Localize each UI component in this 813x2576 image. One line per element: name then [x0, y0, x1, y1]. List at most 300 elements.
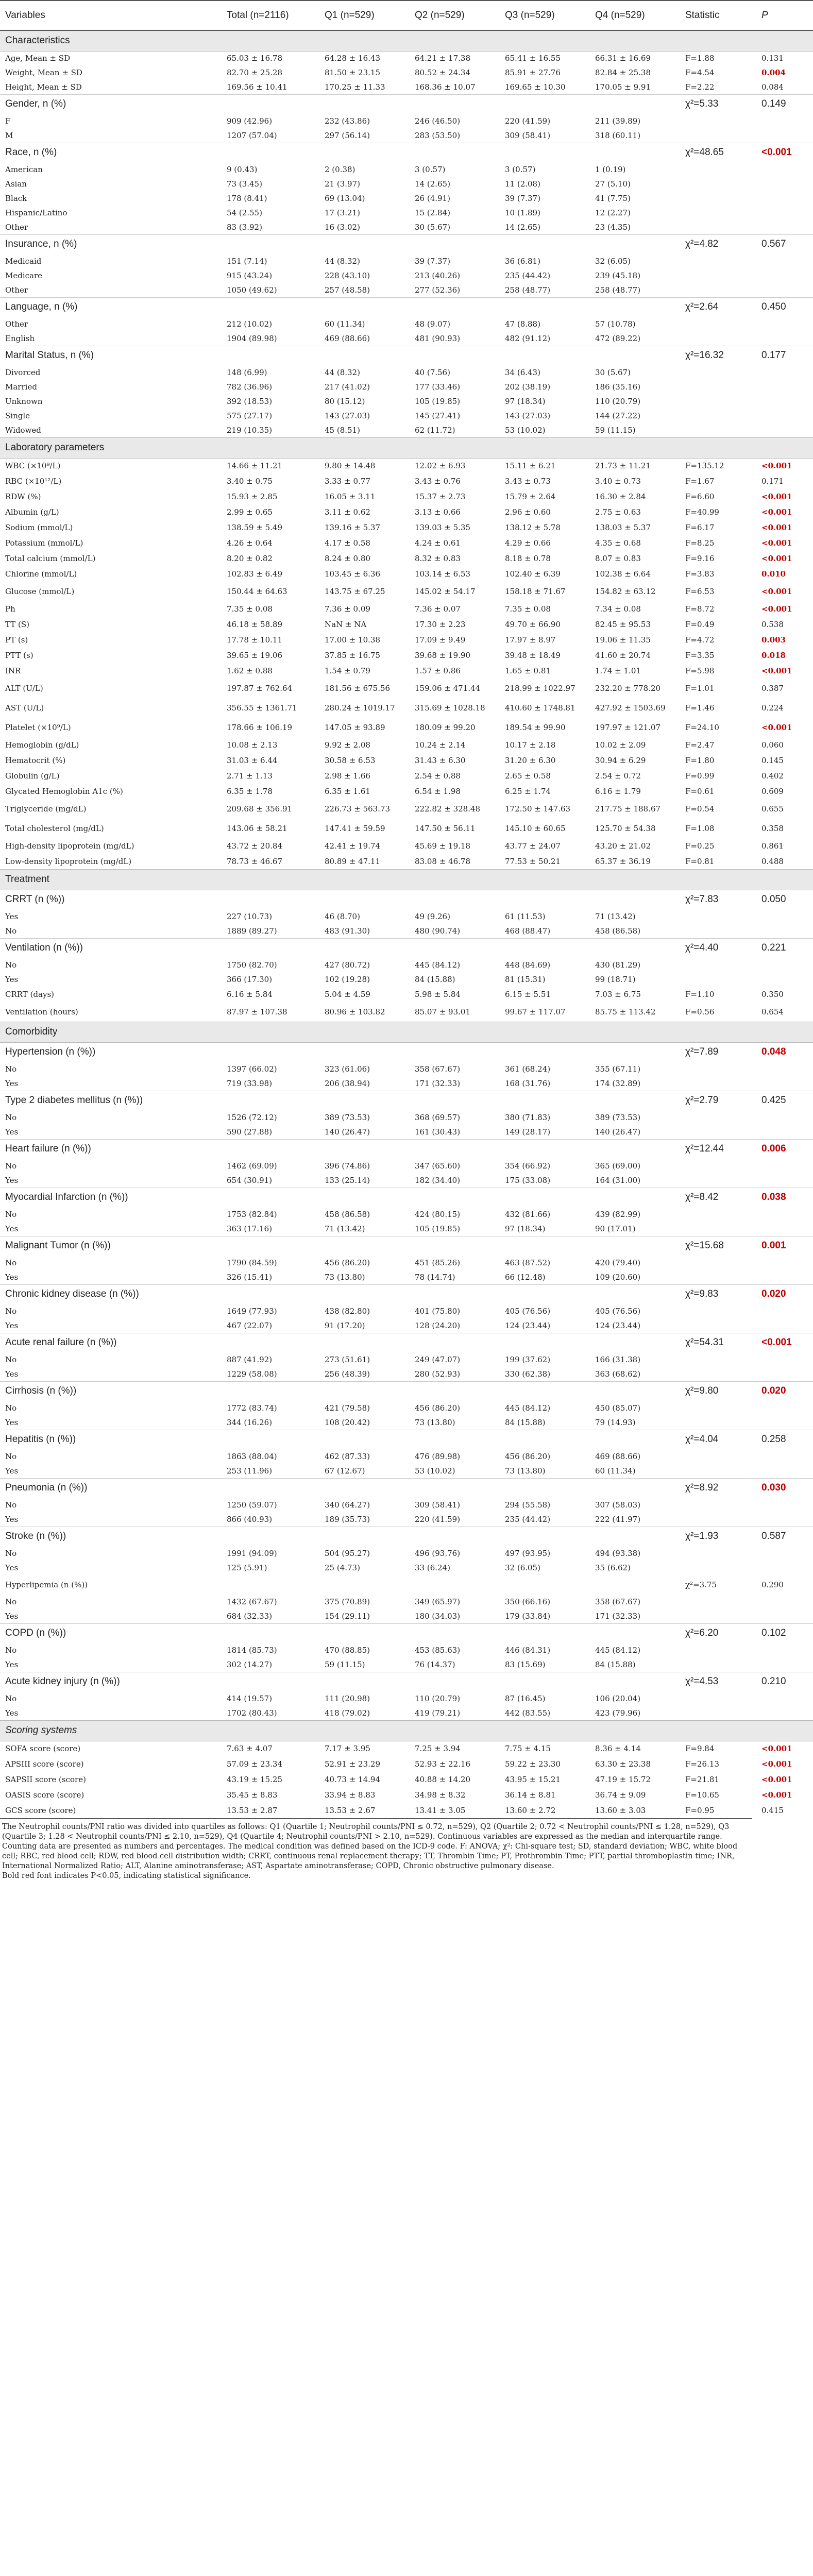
q4-cell: 1.74 ± 1.01	[595, 666, 641, 675]
q4-cell: 355 (67.11)	[595, 1064, 641, 1074]
q2-cell: 110 (20.79)	[415, 1694, 461, 1703]
variable-label: Yes	[5, 1224, 19, 1233]
table-row	[0, 80, 813, 94]
p-value-cell: <0.001	[761, 604, 792, 614]
q2-cell: 220 (41.59)	[415, 1514, 461, 1524]
q1-cell: 147.41 ± 59.59	[325, 824, 385, 833]
header-variables: Variables	[0, 1, 222, 30]
q4-cell: 30 (5.67)	[595, 368, 631, 377]
q4-cell: 154.82 ± 63.12	[595, 587, 656, 596]
p-value-cell: 0.149	[756, 94, 813, 114]
variable-label: Yes	[5, 1369, 19, 1379]
group-row	[0, 1430, 813, 1449]
q4-cell: 420 (79.40)	[595, 1258, 641, 1267]
variable-label: CRRT (days)	[5, 990, 54, 999]
statistic-cell: F=5.98	[685, 666, 715, 675]
p-value-cell	[756, 268, 813, 283]
total-cell: 3.40 ± 0.75	[227, 477, 273, 486]
total-cell: 1753 (82.84)	[227, 1210, 277, 1219]
total-cell: 1.62 ± 0.88	[227, 666, 273, 675]
section-label: Laboratory parameters	[0, 437, 813, 458]
q1-cell: 3.11 ± 0.62	[325, 507, 370, 517]
q2-cell: 45.69 ± 19.18	[415, 841, 470, 851]
footnotes	[0, 1818, 752, 1881]
q1-cell: 40.73 ± 14.94	[325, 1775, 380, 1784]
variable-label: No	[5, 1549, 17, 1558]
q1-cell: 111 (20.98)	[325, 1694, 370, 1703]
q1-cell: 103.45 ± 6.36	[325, 569, 380, 579]
q3-cell: 31.20 ± 6.30	[505, 756, 556, 765]
table-row	[0, 254, 813, 268]
table-row	[0, 617, 813, 632]
statistic-cell: F=1.10	[685, 990, 715, 999]
q1-cell: 17.00 ± 10.38	[325, 635, 380, 645]
variable-label: Yes	[5, 1320, 19, 1330]
q2-cell: 76 (14.37)	[415, 1659, 455, 1669]
table-row	[0, 128, 813, 143]
q2-cell: 3.13 ± 0.66	[415, 507, 461, 517]
q3-cell: 102.40 ± 6.39	[505, 569, 561, 579]
q4-cell: 8.07 ± 0.83	[595, 554, 641, 563]
q3-cell: 53 (10.02)	[505, 425, 546, 435]
q1-cell: 340 (64.27)	[325, 1500, 370, 1510]
table-row	[0, 1159, 813, 1173]
group-label: Heart failure (n (%))	[0, 1139, 680, 1159]
q4-cell: 36.74 ± 9.09	[595, 1790, 646, 1800]
p-value-cell: 0.018	[761, 651, 786, 660]
total-cell: 1229 (58.08)	[227, 1369, 277, 1379]
q2-cell: 480 (90.74)	[415, 926, 461, 936]
q4-cell: 1 (0.19)	[595, 165, 626, 174]
p-value-cell	[756, 1561, 813, 1575]
table-row	[0, 220, 813, 234]
q4-cell: 430 (81.29)	[595, 960, 641, 970]
table-row	[0, 51, 813, 65]
p-value-cell	[756, 1222, 813, 1236]
q1-cell: 470 (88.85)	[325, 1646, 370, 1655]
p-value-cell	[756, 1449, 813, 1464]
q3-cell: 446 (84.31)	[505, 1646, 551, 1655]
q4-cell: 90 (17.01)	[595, 1224, 636, 1233]
variable-label: Yes	[5, 1175, 19, 1185]
variable-label: Single	[5, 411, 30, 420]
p-value-cell	[756, 1207, 813, 1222]
header-row	[0, 1, 813, 30]
p-value-cell	[756, 1657, 813, 1672]
variable-label: High-density lipoprotein (mg/dL)	[5, 841, 134, 851]
p-value-cell: <0.001	[761, 461, 792, 471]
q2-cell: 8.32 ± 0.83	[415, 554, 461, 563]
q3-cell: 124 (23.44)	[505, 1320, 551, 1330]
variable-label: No	[5, 960, 17, 970]
variable-label: Albumin (g/L)	[5, 507, 59, 517]
group-row	[0, 1527, 813, 1546]
q3-cell: 36 (6.81)	[505, 257, 540, 266]
q4-cell: 2.54 ± 0.72	[595, 771, 641, 781]
table-row	[0, 784, 813, 799]
total-cell: 125 (5.91)	[227, 1563, 267, 1572]
p-value-cell	[756, 254, 813, 268]
table-row	[0, 1561, 813, 1575]
q1-cell: 462 (87.33)	[325, 1452, 370, 1461]
statistic-cell: χ²=2.64	[680, 297, 756, 317]
q4-cell: 21.73 ± 11.21	[595, 461, 651, 471]
group-label: Malignant Tumor (n (%))	[0, 1236, 680, 1256]
group-label: Ventilation (n (%))	[0, 938, 680, 958]
p-value-cell: <0.001	[761, 587, 792, 596]
q1-cell: 143.75 ± 67.25	[325, 587, 385, 596]
q3-cell: 138.12 ± 5.78	[505, 523, 561, 532]
q3-cell: 175 (33.08)	[505, 1175, 551, 1185]
q4-cell: 458 (86.58)	[595, 926, 641, 936]
q1-cell: 80.89 ± 47.11	[325, 856, 380, 866]
q1-cell: 1.54 ± 0.79	[325, 666, 370, 675]
q1-cell: 189 (35.73)	[325, 1514, 370, 1524]
q3-cell: 39.48 ± 18.49	[505, 651, 561, 660]
q3-cell: 179 (33.84)	[505, 1611, 551, 1621]
q2-cell: 40.88 ± 14.20	[415, 1775, 470, 1784]
statistic-cell: χ²=4.04	[680, 1430, 756, 1449]
variable-label: RBC (×10¹²/L)	[5, 477, 62, 486]
p-value-cell: <0.001	[761, 1790, 792, 1800]
group-label: Chronic kidney disease (n (%))	[0, 1284, 680, 1304]
p-value-cell	[756, 1062, 813, 1076]
statistic-cell: F=2.22	[685, 82, 715, 92]
q4-cell: 164 (31.00)	[595, 1175, 641, 1185]
q2-cell	[410, 1575, 500, 1595]
q3-cell: 405 (76.56)	[505, 1307, 551, 1316]
total-cell: 1814 (85.73)	[227, 1646, 277, 1655]
q4-cell: 450 (85.07)	[595, 1403, 641, 1413]
q4-cell: 232.20 ± 778.20	[595, 684, 661, 693]
table-row	[0, 1207, 813, 1222]
q3-cell: 218.99 ± 1022.97	[505, 684, 575, 693]
q2-cell: 481 (90.93)	[415, 333, 461, 343]
q1-cell: 17 (3.21)	[325, 208, 360, 217]
variable-label: Hyperlipemia (n (%))	[5, 1580, 88, 1589]
q3-cell: 32 (6.05)	[505, 1563, 540, 1572]
variable-label: GCS score (score)	[5, 1806, 76, 1815]
q1-cell: 80.96 ± 103.82	[325, 1007, 385, 1016]
q4-cell: 4.35 ± 0.68	[595, 538, 641, 548]
q2-cell: 31.43 ± 6.30	[415, 756, 466, 765]
q2-cell: 73 (13.80)	[415, 1417, 455, 1427]
q3-cell: 442 (83.55)	[505, 1708, 551, 1718]
table-row	[0, 718, 813, 737]
statistic-cell	[680, 1512, 756, 1527]
statistic-cell	[680, 909, 756, 924]
total-cell: 35.45 ± 8.83	[227, 1790, 278, 1800]
total-cell: 915 (43.24)	[227, 271, 273, 280]
table-row	[0, 1609, 813, 1623]
group-row	[0, 1478, 813, 1498]
p-value-cell: <0.001	[761, 538, 792, 548]
group-label: Pneumonia (n (%))	[0, 1478, 680, 1498]
group-row	[0, 1381, 813, 1401]
p-value-cell: 0.415	[761, 1806, 784, 1815]
q3-cell: 497 (93.95)	[505, 1549, 551, 1558]
p-value-cell	[756, 1270, 813, 1284]
statistic-cell: χ²=8.42	[680, 1188, 756, 1207]
q3-cell: 463 (87.52)	[505, 1258, 551, 1267]
table-row	[0, 1643, 813, 1657]
statistic-cell: F=0.25	[685, 841, 715, 851]
statistic-cell	[680, 1415, 756, 1430]
q1-cell: 217 (41.02)	[325, 382, 370, 392]
variable-label: TT (S)	[5, 620, 30, 629]
total-cell: 73 (3.45)	[227, 179, 262, 189]
variable-label: No	[5, 1355, 17, 1364]
q1-cell: 108 (20.42)	[325, 1417, 370, 1427]
group-label: Acute renal failure (n (%))	[0, 1333, 680, 1352]
group-row	[0, 1236, 813, 1256]
total-cell: 197.87 ± 762.64	[227, 684, 293, 693]
group-label: Insurance, n (%)	[0, 234, 680, 254]
total-cell: 1772 (83.74)	[227, 1403, 277, 1413]
total-cell: 39.65 ± 19.06	[227, 651, 282, 660]
statistic-cell: F=0.61	[685, 787, 715, 796]
q4-cell: 144 (27.22)	[595, 411, 641, 420]
q2-cell: 476 (89.98)	[415, 1452, 461, 1461]
table-row	[0, 1706, 813, 1720]
variable-label: Total cholesterol (mg/dL)	[5, 824, 104, 833]
q4-cell: 239 (45.18)	[595, 271, 641, 280]
q3-cell: 169.65 ± 10.30	[505, 82, 566, 92]
q3-cell: 34 (6.43)	[505, 368, 540, 377]
section-label: Characteristics	[0, 30, 813, 51]
p-value-cell	[756, 1706, 813, 1720]
table-row	[0, 1110, 813, 1125]
p-value-cell	[756, 1401, 813, 1415]
statistic-cell: F=10.65	[685, 1790, 719, 1800]
q4-cell: 423 (79.96)	[595, 1708, 641, 1718]
total-cell: 344 (16.26)	[227, 1417, 273, 1427]
q1-cell: 8.24 ± 0.80	[325, 554, 370, 563]
statistic-cell	[680, 1256, 756, 1270]
q3-cell: 83 (15.69)	[505, 1659, 546, 1669]
q4-cell: 60 (11.34)	[595, 1466, 636, 1476]
p-value-cell: <0.001	[756, 1333, 813, 1352]
p-value-cell: <0.001	[756, 143, 813, 162]
table-row	[0, 924, 813, 938]
statistic-cell	[680, 1270, 756, 1284]
q3-cell: 81 (15.31)	[505, 975, 546, 984]
statistic-cell: χ²=4.82	[680, 234, 756, 254]
p-value-cell: 0.050	[756, 890, 813, 909]
group-row	[0, 890, 813, 909]
q2-cell: 424 (80.15)	[415, 1210, 461, 1219]
variable-label: Hematocrit (%)	[5, 756, 66, 765]
q4-cell: 318 (60.11)	[595, 130, 641, 140]
q1-cell: 170.25 ± 11.33	[325, 82, 385, 92]
total-cell: 143.06 ± 58.21	[227, 824, 287, 833]
q2-cell: 14 (2.65)	[415, 179, 450, 189]
p-value-cell	[756, 1691, 813, 1706]
variable-label: No	[5, 1210, 17, 1219]
q1-cell: 6.35 ± 1.61	[325, 787, 370, 796]
statistic-cell	[680, 409, 756, 423]
statistic-cell	[680, 331, 756, 346]
q2-cell: 84 (15.88)	[415, 975, 455, 984]
section-row	[0, 1720, 813, 1741]
group-row	[0, 143, 813, 162]
p-value-cell: 0.350	[761, 990, 784, 999]
q4-cell: 125.70 ± 54.38	[595, 824, 656, 833]
q4-cell: 110 (20.79)	[595, 397, 641, 406]
table-row	[0, 1318, 813, 1333]
q3-cell: 172.50 ± 147.63	[505, 804, 571, 814]
statistic-cell: F=3.83	[685, 569, 715, 579]
variable-label: No	[5, 1597, 17, 1606]
q3-cell: 15.11 ± 6.21	[505, 461, 556, 471]
statistic-cell	[680, 1125, 756, 1139]
q1-cell: 206 (38.94)	[325, 1078, 370, 1088]
q2-cell: 5.98 ± 5.84	[415, 990, 461, 999]
p-value-cell: 0.177	[756, 346, 813, 365]
q2-cell: 315.69 ± 1028.18	[415, 703, 485, 713]
q3-cell: 6.25 ± 1.74	[505, 787, 551, 796]
variable-label: Hispanic/Latino	[5, 208, 67, 217]
q1-cell: 280.24 ± 1019.17	[325, 703, 395, 713]
variable-label: No	[5, 1694, 17, 1703]
q1-cell: 396 (74.86)	[325, 1161, 370, 1171]
q1-cell: 421 (79.58)	[325, 1403, 370, 1413]
variable-label: Chlorine (mmol/L)	[5, 569, 77, 579]
p-value-cell	[756, 1464, 813, 1478]
q1-cell: 73 (13.80)	[325, 1272, 365, 1282]
table-row	[0, 663, 813, 679]
p-value-cell: 0.210	[756, 1672, 813, 1691]
q1-cell: 37.85 ± 16.75	[325, 651, 380, 660]
q2-cell: 34.98 ± 8.32	[415, 1790, 466, 1800]
section-label: Scoring systems	[0, 1720, 813, 1741]
total-cell	[222, 1575, 319, 1595]
statistic-cell	[680, 114, 756, 128]
variable-label: Yes	[5, 1272, 19, 1282]
q1-cell: 9.80 ± 14.48	[325, 461, 376, 471]
group-row	[0, 346, 813, 365]
statistic-cell: χ²=48.65	[680, 143, 756, 162]
statistic-cell: χ²=8.92	[680, 1478, 756, 1498]
q2-cell: 30 (5.67)	[415, 222, 450, 232]
q2-cell: 419 (79.21)	[415, 1708, 461, 1718]
q1-cell: 60 (11.34)	[325, 319, 365, 329]
total-cell: 209.68 ± 356.91	[227, 804, 293, 814]
q2-cell: 48 (9.07)	[415, 319, 450, 329]
total-cell: 1050 (49.62)	[227, 285, 277, 295]
variable-label: No	[5, 1113, 17, 1122]
q3-cell: 61 (11.53)	[505, 912, 546, 921]
q3-cell: 2.96 ± 0.60	[505, 507, 551, 517]
variable-label: AST (U/L)	[5, 703, 44, 713]
statistic-cell	[680, 924, 756, 938]
total-cell: 43.19 ± 15.25	[227, 1775, 282, 1784]
variable-label: Yes	[5, 1417, 19, 1427]
total-cell: 65.03 ± 16.78	[227, 54, 282, 63]
statistic-cell: χ²=12.44	[680, 1139, 756, 1159]
statistic-cell	[680, 1304, 756, 1318]
q1-cell: 389 (73.53)	[325, 1113, 370, 1122]
q1-cell: 226.73 ± 563.73	[325, 804, 391, 814]
variable-label: Medicare	[5, 271, 43, 280]
q4-cell: 427.92 ± 1503.69	[595, 703, 666, 713]
table-row	[0, 1449, 813, 1464]
variable-label: Yes	[5, 1127, 19, 1137]
q1-cell: 46 (8.70)	[325, 912, 360, 921]
table-row	[0, 987, 813, 1002]
q3-cell: 149 (28.17)	[505, 1127, 551, 1137]
q1-cell: 3.33 ± 0.77	[325, 477, 370, 486]
variable-label: Yes	[5, 1078, 19, 1088]
q2-cell: 3.43 ± 0.76	[415, 477, 461, 486]
p-value-cell: 0.003	[761, 635, 786, 645]
p-value-cell: 0.020	[756, 1381, 813, 1401]
q3-cell: 4.29 ± 0.66	[505, 538, 551, 548]
total-cell: 148 (6.99)	[227, 368, 267, 377]
p-value-cell	[756, 972, 813, 987]
table-row	[0, 1464, 813, 1478]
q2-cell: 10.24 ± 2.14	[415, 740, 466, 750]
p-value-cell: 0.538	[761, 620, 784, 629]
variable-label: ALT (U/L)	[5, 684, 43, 693]
variable-label: Height, Mean ± SD	[5, 82, 82, 92]
statistic-cell: χ²=3.75	[685, 1580, 717, 1589]
table-row	[0, 648, 813, 663]
q4-cell: 71 (13.42)	[595, 912, 636, 921]
statistic-cell: χ²=7.83	[680, 890, 756, 909]
statistic-cell: F=26.13	[685, 1759, 719, 1769]
p-value-cell	[756, 1159, 813, 1173]
p-value-cell	[756, 1498, 813, 1512]
total-cell: 17.78 ± 10.11	[227, 635, 282, 645]
q2-cell: 62 (11.72)	[415, 425, 455, 435]
total-cell: 8.20 ± 0.82	[227, 554, 273, 563]
table-body	[0, 30, 813, 1818]
q4-cell: 174 (32.89)	[595, 1078, 641, 1088]
q4-cell: 307 (58.03)	[595, 1500, 641, 1510]
p-value-cell: 0.221	[756, 938, 813, 958]
q2-cell: 2.54 ± 0.88	[415, 771, 461, 781]
p-value-cell: 0.654	[761, 1007, 784, 1016]
total-cell: 78.73 ± 46.67	[227, 856, 282, 866]
p-value-cell	[756, 317, 813, 331]
statistic-cell: χ²=2.79	[680, 1091, 756, 1110]
total-cell: 1649 (77.93)	[227, 1307, 277, 1316]
total-cell: 392 (18.53)	[227, 397, 273, 406]
q4-cell: 124 (23.44)	[595, 1320, 641, 1330]
p-value-cell: 0.048	[756, 1042, 813, 1062]
p-value-cell: 0.020	[756, 1284, 813, 1304]
statistic-cell: χ²=9.83	[680, 1284, 756, 1304]
table-row	[0, 566, 813, 582]
q1-cell: 44 (8.32)	[325, 257, 360, 266]
total-cell: 1991 (94.09)	[227, 1549, 277, 1558]
section-row	[0, 437, 813, 458]
q4-cell: 138.03 ± 5.37	[595, 523, 651, 532]
p-value-cell: 0.655	[761, 804, 784, 814]
q2-cell: 7.25 ± 3.94	[415, 1744, 461, 1754]
table-row	[0, 679, 813, 698]
table-row	[0, 1772, 813, 1787]
statistic-cell	[680, 177, 756, 191]
q3-cell: 309 (58.41)	[505, 130, 551, 140]
q4-cell: 6.16 ± 1.79	[595, 787, 641, 796]
q3-cell: 7.75 ± 4.15	[505, 1744, 551, 1754]
statistic-cell	[680, 1609, 756, 1623]
statistic-cell	[680, 1367, 756, 1381]
section-row	[0, 1022, 813, 1042]
table-row	[0, 1741, 813, 1756]
